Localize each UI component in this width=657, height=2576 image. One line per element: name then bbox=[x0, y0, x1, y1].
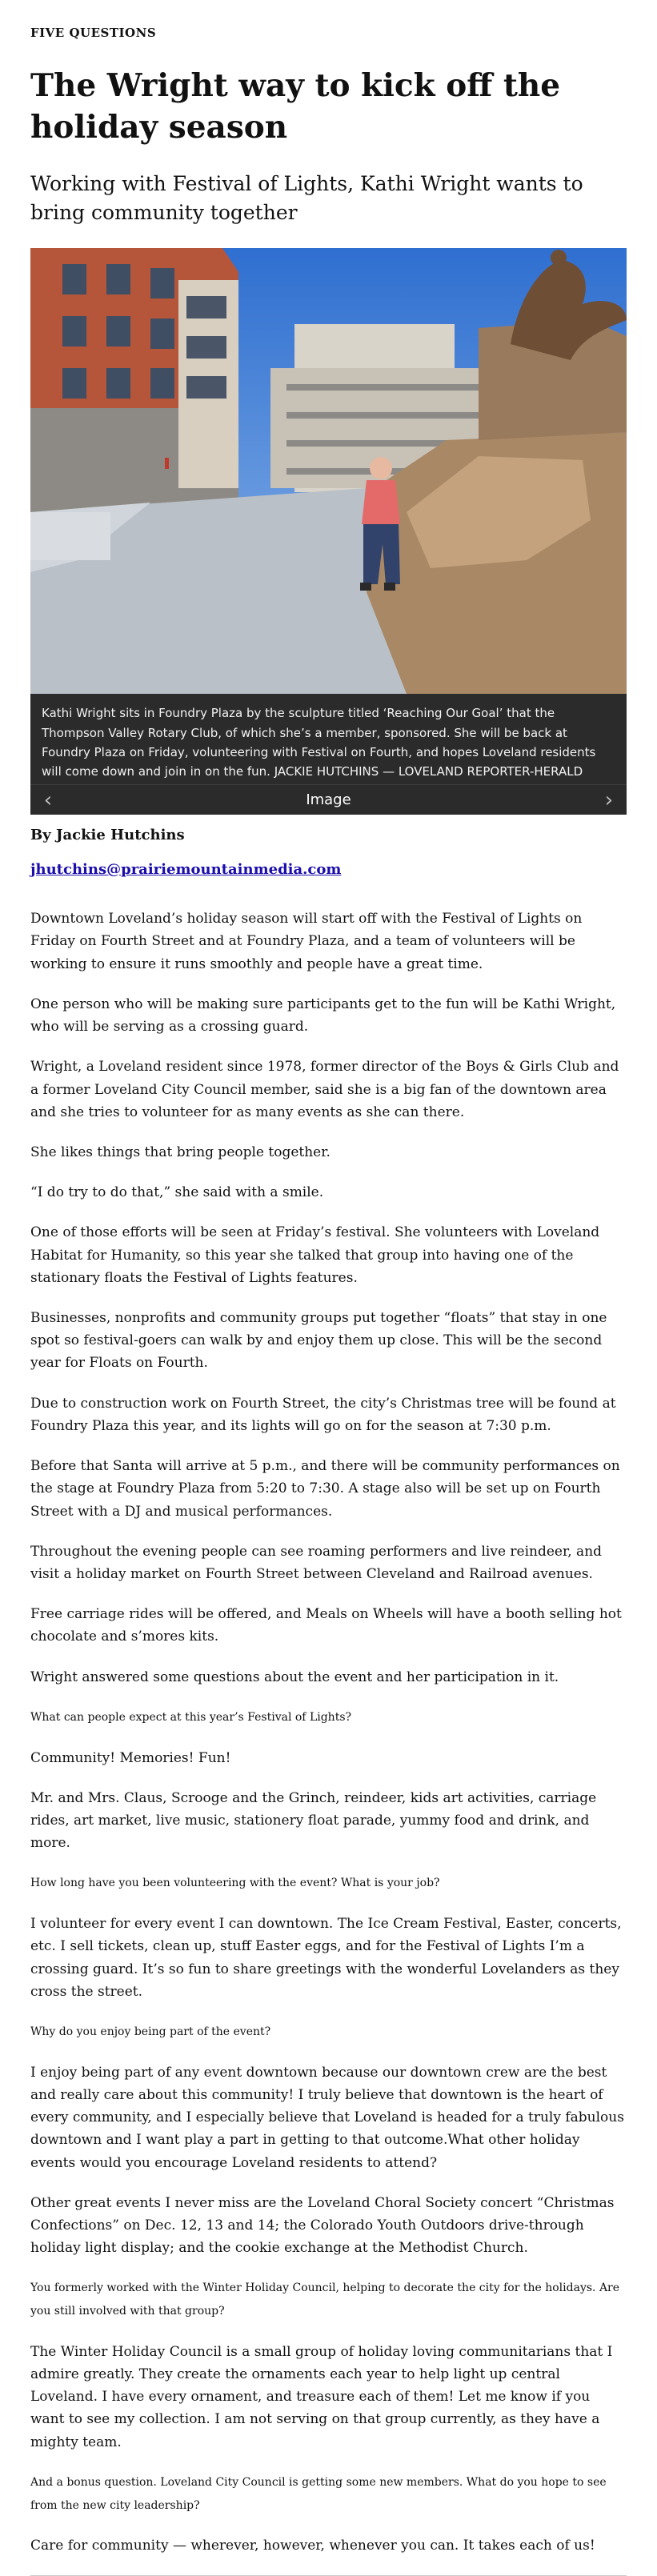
article-end-divider bbox=[30, 2575, 627, 2576]
body-paragraph: Due to construction work on Fourth Street, the city’s Christmas tree will be found at Foundry Plaza this year, and its lights will go on for the season at 7:30 p.m. bbox=[30, 1395, 616, 1434]
article-kicker: FIVE QUESTIONS bbox=[30, 26, 157, 40]
body-paragraph: Wright, a Loveland resident since 1978, former director of the Boys & Girls Club and a former Loveland City Council member, said she is a big fan of the downtown area and she tries to volunteer for as many events as she can there. bbox=[30, 1059, 619, 1120]
article-photo[interactable] bbox=[30, 248, 627, 694]
body-paragraph: “I do try to do that,” she said with a smile. bbox=[30, 1184, 324, 1201]
interview-question: What can people expect at this year’s Festival of Lights? bbox=[30, 1710, 352, 1724]
body-paragraph: Downtown Loveland’s holiday season will start off with the Festival of Lights on Friday on Fourth Street and at Foundry Plaza, and a team of volunteers will be working to ensure it runs smoothly and people have a great time. bbox=[30, 911, 583, 972]
gallery-label: Image bbox=[306, 791, 351, 809]
byline: By Jackie Hutchins bbox=[30, 827, 185, 844]
author-email-link[interactable]: jhutchins@prairiemountainmedia.com bbox=[30, 861, 342, 879]
body-paragraph: One of those efforts will be seen at Friday’s festival. She volunteers with Loveland Habitat for Humanity, so this year she talked that group into having one of the stationary floats the Festival of Lights features. bbox=[30, 1224, 600, 1286]
body-paragraph: Mr. and Mrs. Claus, Scrooge and the Grinch, reindeer, kids art activities, carriage rides, art market, live music, stationery float parade, yummy food and drink, and more. bbox=[30, 1789, 597, 1852]
body-paragraph: Other great events I never miss are the Loveland Choral Society concert “Christmas Confections” on Dec. 12, 13 and 14; the Colorado Youth Outdoors drive-through holiday light display; and the cookie exchange at the Methodist Church. bbox=[30, 2194, 615, 2257]
body-paragraph: She likes things that bring people together. bbox=[30, 1144, 331, 1160]
photo-gallery bbox=[30, 248, 627, 815]
interview-question: How long have you been volunteering with the event? What is your job? bbox=[30, 1877, 440, 1890]
body-paragraph: I enjoy being part of any event downtown because our downtown crew are the best and really care about this community! I truly believe that downtown is the heart of every community, and I especially believe that Loveland is headed for a truly fabulous downtown and I want play a part in getting to that outcome.What other holiday events would you encourage Loveland residents to attend? bbox=[30, 2064, 624, 2171]
body-paragraph: I volunteer for every event I can downtown. The Ice Cream Festival, Easter, concerts, etc. I sell tickets, clean up, stuff Easter eggs, and for the Festival of Lights I’m a crossing guard. It’s so fun to share greetings with the wonderful Lovelanders as they cross the street. bbox=[30, 1916, 622, 2000]
article-subhead: Working with Festival of Lights, Kathi Wright wants to bring community together bbox=[30, 171, 583, 224]
body-paragraph: Community! Memories! Fun! bbox=[30, 1749, 231, 1766]
article-body bbox=[30, 907, 627, 2557]
body-paragraph: Wright answered some questions about the event and her participation in it. bbox=[30, 1669, 559, 1685]
body-paragraph: Throughout the evening people can see roaming performers and live reindeer, and visit a holiday market on Fourth Street between Cleveland and Railroad avenues. bbox=[30, 1543, 603, 1583]
body-paragraph: The Winter Holiday Council is a small group of holiday loving communitarians that I admire greatly. They create the ornaments each year to help light up central Loveland. I have every ornament, and treasure each of them! Let me know if you want to see my collection. I am not serving on that group currently, as they have a mighty team. bbox=[30, 2343, 613, 2450]
interview-question: You formerly worked with the Winter Holiday Council, helping to decorate the city for the holidays. Are you still involved with that group? bbox=[30, 2282, 620, 2318]
chevron-left-icon[interactable]: ‹ bbox=[43, 787, 53, 812]
body-paragraph: Care for community — wherever, however, whenever you can. It takes each of us! bbox=[30, 2538, 595, 2554]
body-paragraph: Businesses, nonprofits and community groups put together “floats” that stay in one spot so festival-goers can walk by and enjoy them up close. This will be the second year for Floats on Fourth. bbox=[30, 1310, 607, 1372]
gallery-controls bbox=[30, 784, 627, 815]
body-paragraph: One person who will be making sure participants get to the fun will be Kathi Wright, who will be serving as a crossing guard. bbox=[30, 996, 616, 1036]
article-headline: The Wright way to kick off the holiday season bbox=[30, 67, 561, 146]
interview-question: And a bonus question. Loveland City Council is getting some new members. What do you hope to see from the new city leadership? bbox=[30, 2475, 607, 2512]
photo-caption: Kathi Wright sits in Foundry Plaza by the sculpture titled ‘Reaching Our Goal’ that the Thompson Valley Rotary Club, of which she’s a member, sponsored. She will be back at Foundry Plaza on Friday, volunteering with Festival on Fourth, and hopes Loveland residents will come down and join in on the fun. JACKIE HUTCHINS — LOVELAND REPORTER-HERALD bbox=[30, 694, 627, 784]
body-paragraph: Before that Santa will arrive at 5 p.m., and there will be community performances on the stage at Foundry Plaza from 5:20 to 7:30. A stage also will be set up on Fourth Street with a DJ and musical performances. bbox=[30, 1458, 620, 1520]
chevron-right-icon[interactable]: › bbox=[604, 787, 614, 812]
interview-question: Why do you enjoy being part of the event? bbox=[30, 2025, 271, 2039]
body-paragraph: Free carriage rides will be offered, and Meals on Wheels will have a booth selling hot chocolate and s’mores kits. bbox=[30, 1606, 622, 1645]
